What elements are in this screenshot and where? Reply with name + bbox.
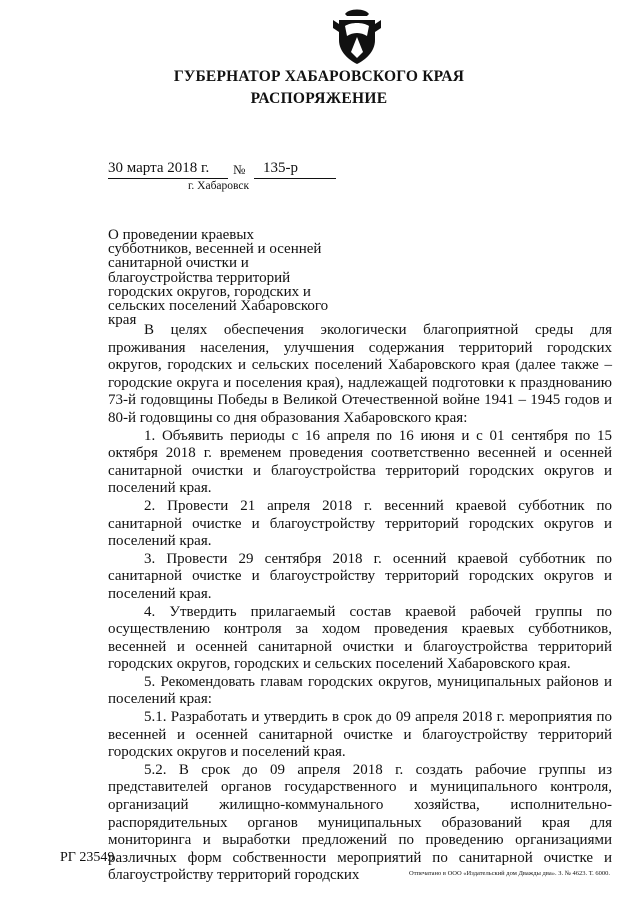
item-4-paragraph: 4. Утвердить прилагаемый состав краевой рабочей группы по осуществлению контроля за ходом проведения краевых субботников, весенней и осенней санитарной очистки и благоустройства территорий городских округов, городских и сельских поселений Хабаровского края. bbox=[108, 603, 612, 673]
document-date: 30 марта 2018 г. bbox=[108, 160, 210, 176]
item-5-1-paragraph: 5.1. Разработать и утвердить в срок до 09 апреля 2018 г. мероприятия по весенней и осенней санитарной очистке и благоустройству территорий городских округов и поселений края. bbox=[108, 709, 612, 761]
date-underline bbox=[108, 178, 228, 179]
item-2-paragraph: 2. Провести 21 апреля 2018 г. весенний краевой субботник по санитарной очистке и благоустройству территорий городских округов и поселений края. bbox=[108, 497, 612, 550]
document-body bbox=[108, 322, 612, 885]
issue-city: г. Хабаровск bbox=[188, 180, 250, 192]
item-1-paragraph: 1. Объявить периоды с 16 апреля по 16 июня и с 01 сентября по 15 октября 2018 г. временем проведения соответственно весенней и осенней санитарной очистки и благоустройства территорий городских округов и поселений края. bbox=[108, 427, 612, 497]
number-sign: № bbox=[233, 162, 246, 177]
number-underline bbox=[254, 178, 336, 179]
item-5-paragraph: 5. Рекомендовать главам городских округов, муниципальных районов и поселений края: bbox=[108, 673, 612, 708]
document-subject: О проведении краевых субботников, весенней и осенней санитарной очистки и благоустройства территорий городских округов, городских и сельских поселений Хабаровского края bbox=[108, 227, 329, 329]
coat-of-arms-emblem bbox=[331, 6, 383, 66]
document-code: РГ 23549 bbox=[60, 850, 115, 865]
item-3-paragraph: 3. Провести 29 сентября 2018 г. осенний краевой субботник по санитарной очистке и благоустройству территорий городских округов и поселений края. bbox=[108, 550, 612, 602]
document-number: 135-р bbox=[263, 160, 298, 176]
issuer-title: ГУБЕРНАТОР ХАБАРОВСКОГО КРАЯ bbox=[173, 68, 465, 85]
printer-note: Отпечатано в ООО «Издательский дом Дважды два». З. № 4623. Т. 6000. bbox=[409, 870, 610, 877]
document-type: РАСПОРЯЖЕНИЕ bbox=[250, 90, 388, 107]
preamble-paragraph: В целях обеспечения экологически благоприятной среды для проживания населения, улучшения содержания территорий городских округов, городских и сельских поселений Хабаровского края (далее также – городские округа и поселения края), надлежащей подготовки к празднованию 73-й годовщины Победы в Великой Отечественной войне 1941 – 1945 годов и 80-й годовщины со дня образования Хабаровского края: bbox=[108, 322, 612, 426]
item-5-2-paragraph: 5.2. В срок до 09 апреля 2018 г. создать рабочие группы из представителей органов государственного и муниципального контроля, организаций жилищно-коммунального хозяйства, исполнительно-распорядительных органов муниципальных образований края для мониторинга и выработки предложений по проведению организациями различных форм собственности мероприятий по санитарной очистке и благоустройству территорий городских bbox=[108, 761, 612, 884]
